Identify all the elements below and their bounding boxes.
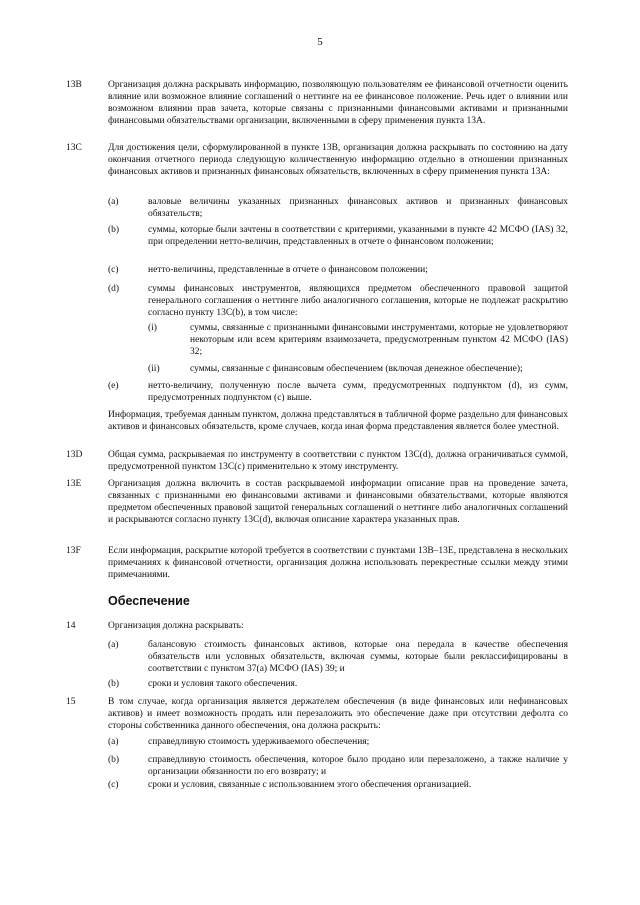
paragraph-13e-text: Организация должна включить в состав раскрываемой информации описание прав на проведение зачета, связанных с признанными ею финансовыми активами и финансовыми обязательствами, которые являются предметом обеспеченных правовой защитой генеральных соглашений о неттинге либо аналогичных соглашений и раскрываются согласно пункту 13С(d), включая описание характера указанных прав. bbox=[108, 479, 568, 525]
list-label: (d) bbox=[108, 284, 120, 294]
list-label: (a) bbox=[108, 197, 119, 207]
paragraph-13c-note: Информация, требуемая данным пунктом, должна представляться в табличной форме раздельно для финансовых активов и финансовых обязательств, кроме случаев, когда иная форма представления является более уместной. bbox=[108, 410, 568, 432]
list-item: суммы финансовых инструментов, являющихся предметом обеспеченного правовой защитой генерального соглашения о неттинге либо аналогичного соглашения, которые не подлежат раскрытию согласно пункту 13С(b), в том числе: bbox=[148, 284, 568, 318]
list-label: (c) bbox=[108, 265, 119, 275]
list-item: сроки и условия, связанные с использованием этого обеспечения организацией. bbox=[148, 780, 472, 790]
paragraph-13f-text: Если информация, раскрытие которой требуется в соответствии с пунктами 13В–13Е, представлена в нескольких примечаниях к финансовой отчетности, организация должна использовать перекрестные ссылки между этими примечаниями. bbox=[108, 546, 568, 580]
paragraph-13c-text: Для достижения цели, сформулированной в пункте 13В, организация должна раскрывать по состоянию на дату окончания отчетного периода следующую количественную информацию отдельно в отношении признанных финансовых активов и признанных финансовых обязательств, включенных в сферу применения пункта 13А: bbox=[108, 143, 568, 177]
list-label: (c) bbox=[108, 780, 119, 790]
list-item: балансовую стоимость финансовых активов, которые она передала в качестве обеспечения обязательств или условных обязательств, включая суммы, которые были реклассифицированы в соответствии с пунктом 37(a) МСФО (IAS) 39; и bbox=[148, 640, 568, 674]
paragraph-13b-text: Организация должна раскрывать информацию, позволяющую пользователям ее финансовой отчетности оценить влияние или возможное влияние соглашений о неттинге на ее финансовое положение. Речь идет о влиянии или возможном влиянии прав зачета, которые связаны с признанными финансовыми активами и признанными финансовыми обязательствами организации, включенными в сферу применения пункта 13А. bbox=[108, 80, 568, 126]
list-item: сроки и условия такого обеспечения. bbox=[148, 679, 298, 689]
list-item: справедливую стоимость удерживаемого обеспечения; bbox=[148, 737, 370, 747]
sublist-item: суммы, связанные с финансовым обеспечением (включая денежное обеспечение); bbox=[190, 364, 523, 374]
page-number: 5 bbox=[317, 36, 323, 48]
list-item: нетто-величину, полученную после вычета сумм, предусмотренных подпунктом (d), из сумм, предусмотренных подпунктом (c) выше. bbox=[148, 381, 568, 403]
paragraph-number: 15 bbox=[66, 697, 76, 707]
section-heading: Обеспечение bbox=[108, 594, 190, 608]
list-item: нетто-величины, представленные в отчете о финансовом положении; bbox=[148, 265, 428, 275]
list-label: (a) bbox=[108, 640, 119, 650]
paragraph-14-text: Организация должна раскрывать: bbox=[108, 621, 244, 631]
list-label: (e) bbox=[108, 381, 119, 391]
list-label: (b) bbox=[108, 225, 120, 235]
list-label: (b) bbox=[108, 679, 120, 689]
list-item: валовые величины указанных признанных финансовых активов и признанных финансовых обязательств; bbox=[148, 197, 568, 219]
sublist-label: (i) bbox=[148, 323, 157, 333]
list-label: (b) bbox=[108, 755, 120, 765]
list-item: суммы, которые были зачтены в соответствии с критериями, указанными в пункте 42 МСФО (IAS) 32, при определении нетто-величин, представленных в отчете о финансовом положении; bbox=[148, 225, 568, 247]
paragraph-number: 13C bbox=[66, 143, 82, 153]
paragraph-number: 13D bbox=[66, 450, 83, 460]
paragraph-13d-text: Общая сумма, раскрываемая по инструменту в соответствии с пунктом 13С(d), должна ограничиваться суммой, предусмотренной пунктом 13С(c) применительно к этому инструменту. bbox=[108, 450, 568, 472]
paragraph-number: 13B bbox=[66, 80, 82, 90]
list-item: справедливую стоимость обеспечения, которое было продано или перезаложено, а также наличие у организации обязанности по его возврату; и bbox=[148, 755, 568, 777]
paragraph-number: 13F bbox=[66, 546, 81, 556]
list-label: (a) bbox=[108, 737, 119, 747]
paragraph-15-text: В том случае, когда организация является держателем обеспечения (в виде финансовых или нефинансовых активов) и имеет возможность продать или перезаложить это обеспечение даже при отсутствии дефолта со стороны собственника данного обеспечения, она должна раскрыть: bbox=[108, 697, 568, 731]
sublist-label: (ii) bbox=[148, 364, 160, 374]
sublist-item: суммы, связанные с признанными финансовыми инструментами, которые не удовлетворяют некоторым или всем критериям взаимозачета, предусмотренным пунктом 42 МСФО (IAS) 32; bbox=[190, 323, 568, 357]
paragraph-number: 13E bbox=[66, 479, 82, 489]
paragraph-number: 14 bbox=[66, 621, 76, 631]
